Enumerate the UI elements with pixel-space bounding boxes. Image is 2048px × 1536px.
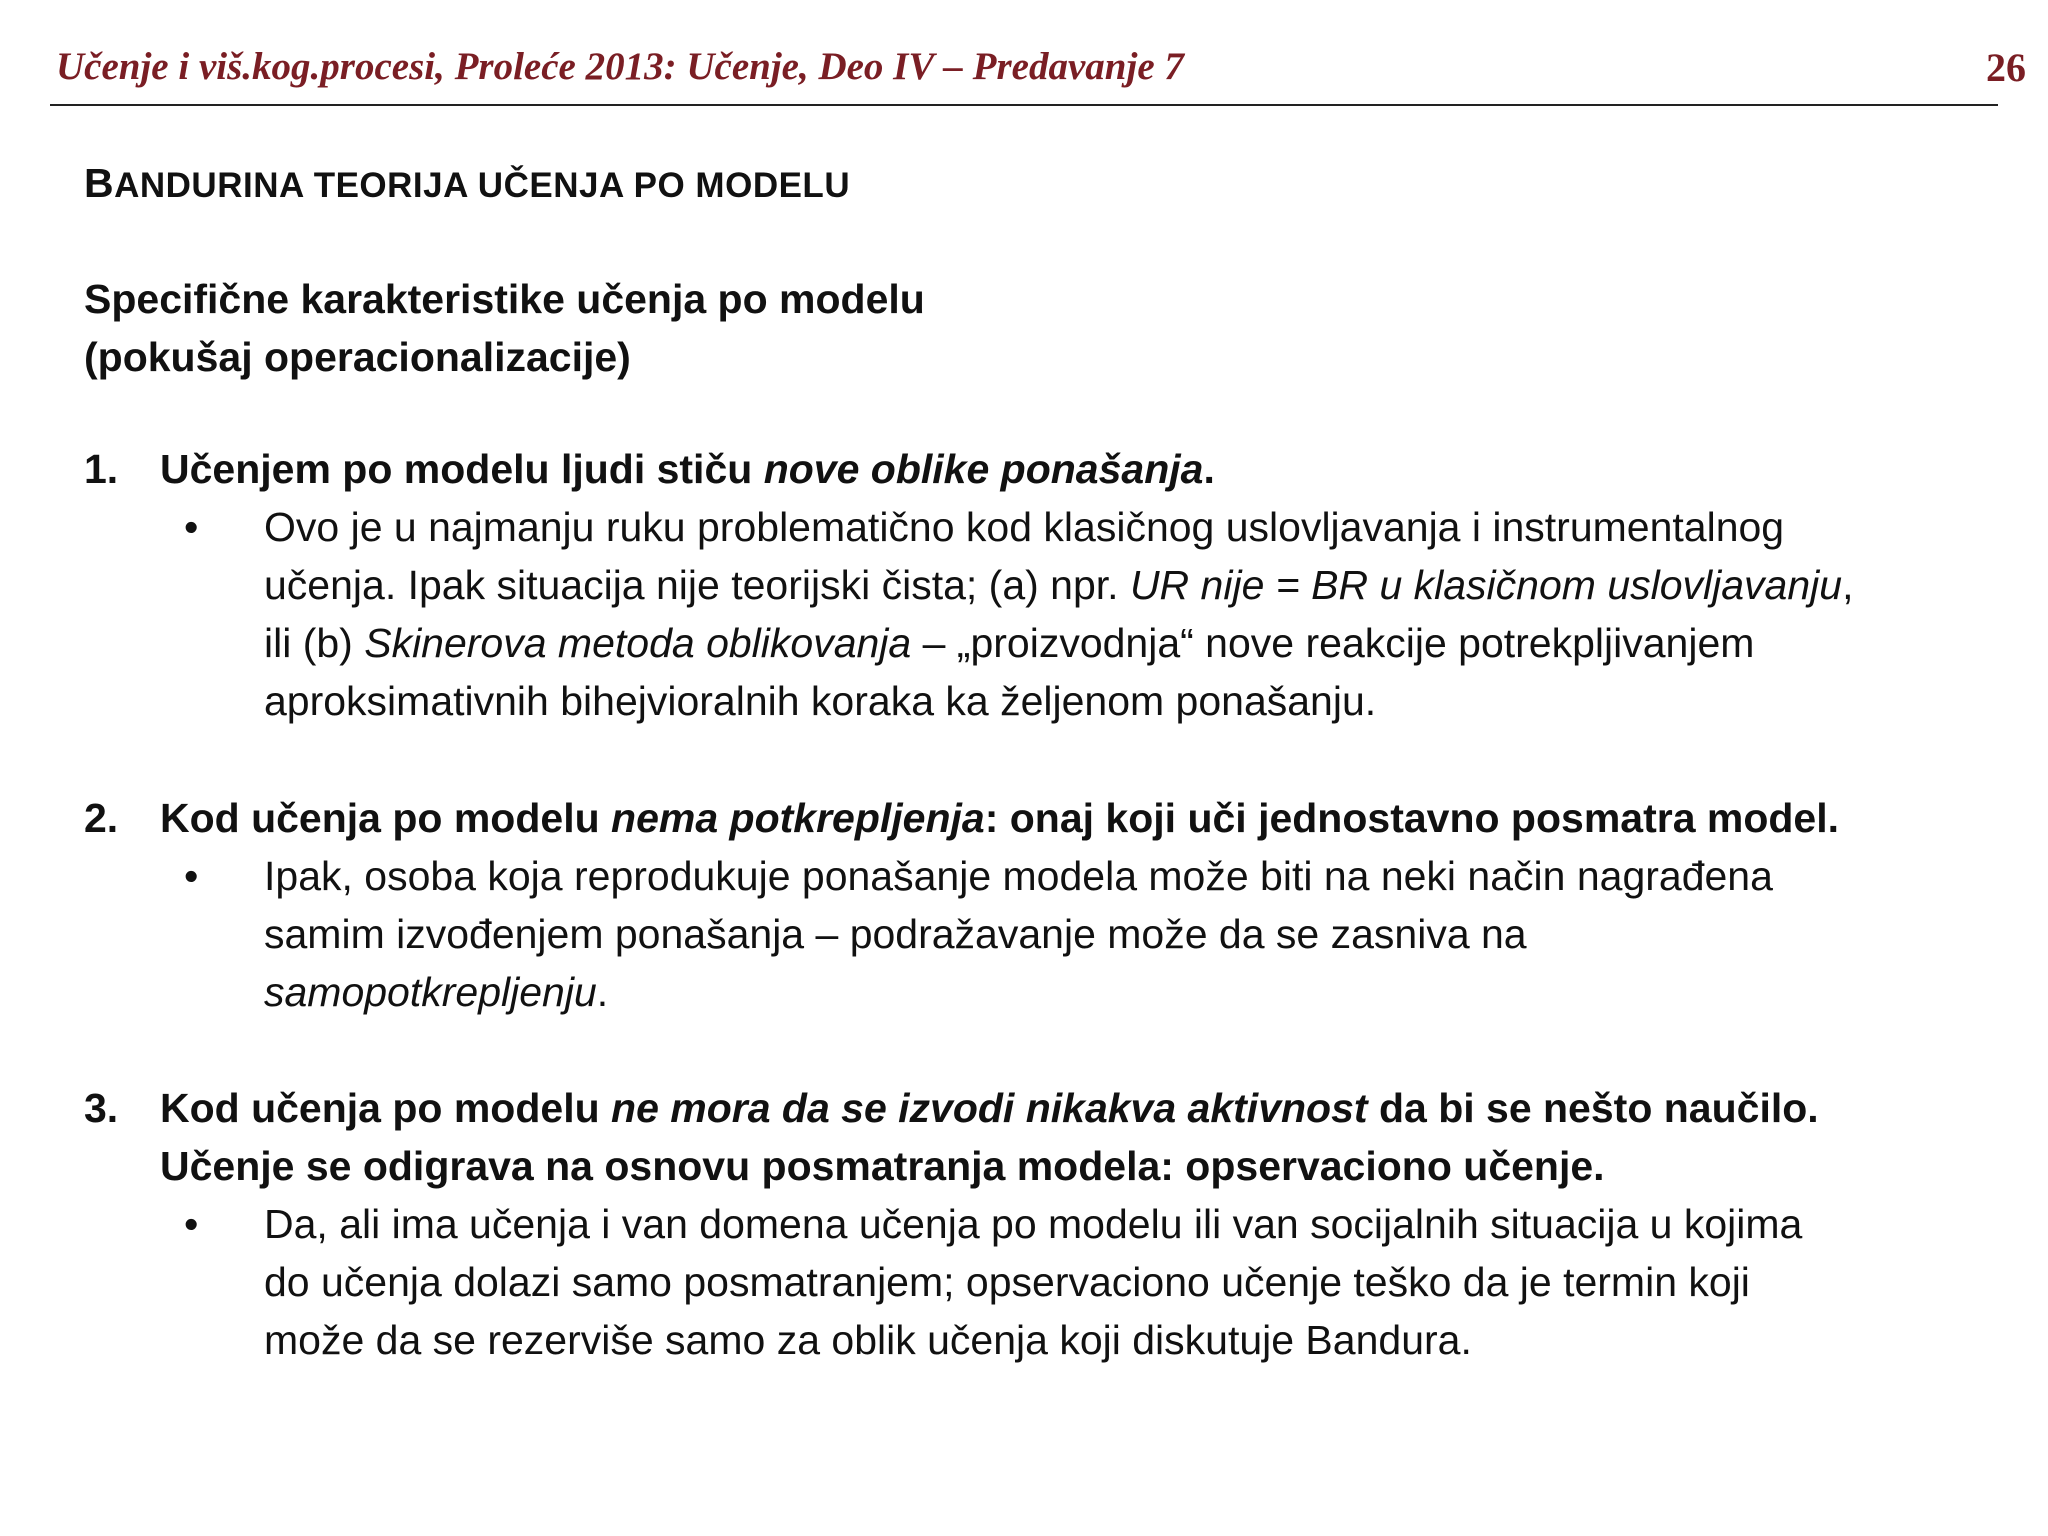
bullet-line-3: [264, 614, 2024, 672]
bullet-line-4: aproksimativnih bihejvioralnih koraka ka željenom ponašanju.: [264, 678, 1377, 724]
text-segment-end: .: [596, 969, 609, 1015]
heading-text: Učenjem po modelu ljudi stiču: [160, 446, 764, 492]
header-divider: [50, 104, 1998, 106]
heading-text: Kod učenja po modelu: [160, 1085, 612, 1131]
heading-emphasis: nove oblike ponašanja: [763, 446, 1204, 492]
bullet-line-3: [264, 963, 2024, 1021]
slide-header: [0, 0, 2048, 110]
bullet-text: [264, 1195, 2024, 1369]
item-number: 2.: [84, 795, 119, 841]
text-emphasis: samopotkrepljenju: [264, 969, 597, 1015]
item-heading: [160, 440, 2020, 498]
text-segment-end: – „proizvodnja“ nove reakcije potrekpljivanjem: [911, 620, 1755, 666]
bullet-line-2: samim izvođenjem ponašanja – podražavanje može da se zasniva na: [264, 911, 1527, 957]
bullet-icon: •: [184, 853, 199, 899]
heading-text-end: .: [1203, 446, 1215, 492]
subtitle-line-1: Specifične karakteristike učenja po modelu: [84, 276, 925, 322]
subtitle-line-2: (pokušaj operacionalizacije): [84, 334, 631, 380]
heading-emphasis: ne mora da se izvodi nikakva aktivnost: [611, 1085, 1368, 1131]
bullet-line-2: do učenja dolazi samo posmatranjem; opservaciono učenje teško da je termin koji: [264, 1259, 1750, 1305]
text-emphasis: UR nije = BR u klasičnom uslovljavanju: [1129, 562, 1843, 608]
item-number: 3.: [84, 1085, 119, 1131]
text-segment-end: ,: [1842, 562, 1854, 608]
heading-text: Kod učenja po modelu: [160, 795, 612, 841]
heading-text-end: : onaj koji uči jednostavno posmatra model.: [984, 795, 1840, 841]
item-heading: [160, 789, 2020, 847]
heading-text-end: da bi se nešto naučilo.: [1367, 1085, 1819, 1131]
bullet-line-2: [264, 556, 2024, 614]
bullet-line-1: Ovo je u najmanju ruku problematično kod klasičnog uslovljavanja i instrumentalnog: [264, 504, 1785, 550]
bullet-line-3: može da se rezerviše samo za oblik učenja koji diskutuje Bandura.: [264, 1317, 1472, 1363]
bullet-line-1: Da, ali ima učenja i van domena učenja po modelu ili van socijalnih situacija u kojima: [264, 1201, 1803, 1247]
section-title-initial: B: [84, 160, 115, 206]
item-heading: [160, 1079, 2020, 1195]
section-title: [84, 160, 850, 207]
text-emphasis: Skinerova metoda oblikovanja: [364, 620, 912, 666]
heading-line-2: Učenje se odigrava na osnovu posmatranja modela: opservaciono učenje.: [160, 1143, 1605, 1189]
slide-content: [0, 110, 2048, 1536]
section-title-rest: ANDURINA TEORIJA UČENJA PO MODELU: [114, 166, 851, 205]
text-segment: učenja. Ipak situacija nije teorijski čista; (a) npr.: [264, 562, 1130, 608]
subtitle: [84, 270, 925, 386]
item-number: 1.: [84, 446, 119, 492]
heading-emphasis: nema potkrepljenja: [611, 795, 985, 841]
text-segment: ili (b): [264, 620, 365, 666]
page-number: 26: [1986, 45, 2026, 90]
bullet-line-1: Ipak, osoba koja reprodukuje ponašanje modela može biti na neki način nagrađena: [264, 853, 1773, 899]
bullet-icon: •: [184, 504, 199, 550]
bullet-text: [264, 847, 2024, 1021]
bullet-text: [264, 498, 2024, 730]
bullet-icon: •: [184, 1201, 199, 1247]
lecture-title: Učenje i viš.kog.procesi, Proleće 2013: Učenje, Deo IV – Predavanje 7: [56, 45, 1184, 88]
